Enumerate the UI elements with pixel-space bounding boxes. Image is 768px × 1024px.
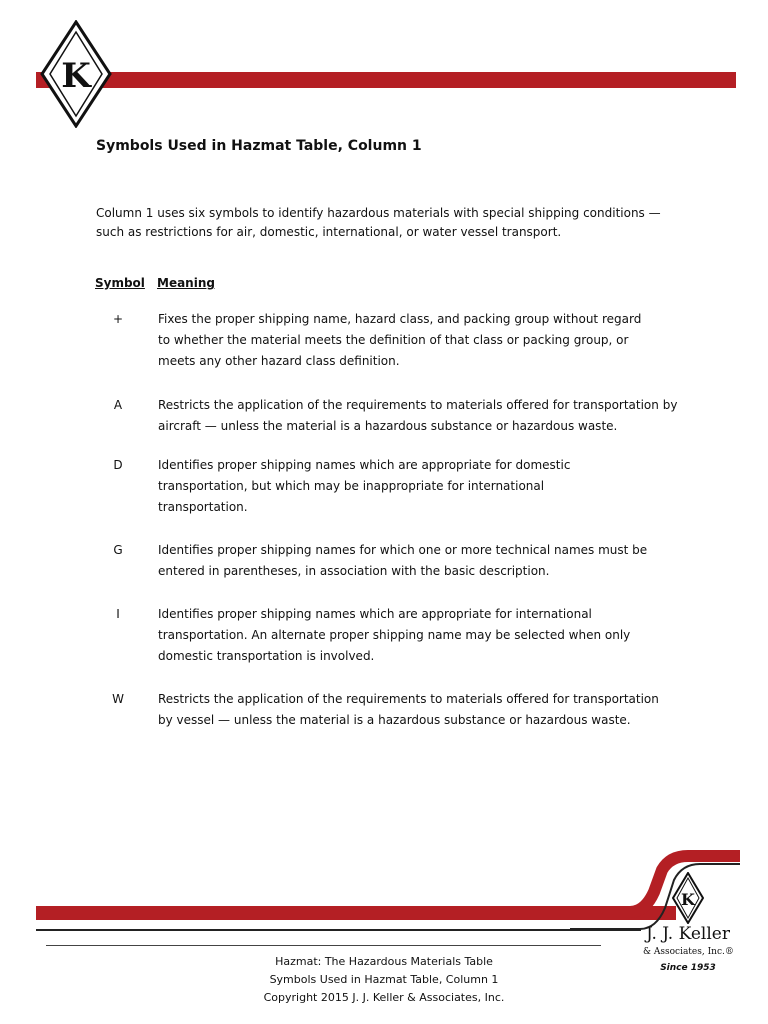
page-title: Symbols Used in Hazmat Table, Column 1 — [96, 138, 422, 154]
meaning-line: to whether the material meets the definition of that class or packing group, or — [158, 333, 629, 347]
meaning-line: Identifies proper shipping names for which one or more technical names must be — [158, 543, 648, 557]
meaning-line: meets any other hazard class definition. — [158, 354, 400, 368]
column-header-symbol: Symbol — [95, 276, 145, 290]
symbol-a: A — [113, 398, 123, 412]
meaning-line: domestic transportation is involved. — [158, 649, 375, 663]
column-header-meaning: Meaning — [157, 276, 215, 290]
brand-since: Since 1953 — [660, 963, 716, 973]
intro-paragraph — [96, 204, 696, 242]
logo-letter: K — [61, 56, 91, 96]
meaning-line: transportation. — [158, 500, 248, 514]
footer-line-1: Hazmat: The Hazardous Materials Table — [275, 955, 493, 968]
meaning-g — [158, 540, 703, 582]
symbol-plus: + — [112, 312, 124, 326]
symbol-g: G — [113, 543, 123, 557]
meaning-i — [158, 604, 703, 667]
intro-line: Column 1 uses six symbols to identify hazardous materials with special shipping conditions — — [96, 206, 661, 220]
footer-line-3: Copyright 2015 J. J. Keller & Associates, Inc. — [263, 991, 505, 1004]
logo-letter: K — [681, 890, 695, 909]
meaning-line: entered in parentheses, in association with the basic description. — [158, 564, 550, 578]
meaning-line: Restricts the application of the requirements to materials offered for transportation — [158, 692, 659, 706]
symbol-i: I — [116, 607, 120, 621]
footer-divider — [36, 929, 641, 931]
symbol-w: W — [112, 692, 124, 706]
brand-name: J. J. Keller — [646, 924, 730, 944]
meaning-line: Restricts the application of the requirements to materials offered for transportation by — [158, 398, 678, 412]
symbol-d: D — [113, 458, 123, 472]
brand-subtitle: & Associates, Inc.® — [643, 947, 734, 957]
header-red-bar — [36, 72, 736, 88]
meaning-w — [158, 689, 703, 731]
intro-line: such as restrictions for air, domestic, international, or water vessel transport. — [96, 225, 562, 239]
k-diamond-logo-small-icon — [672, 872, 704, 924]
meaning-line: Identifies proper shipping names which are appropriate for international — [158, 607, 592, 621]
meaning-line: transportation, but which may be inappropriate for international — [158, 479, 545, 493]
footer-divider-thin — [46, 945, 601, 946]
footer-line-2: Symbols Used in Hazmat Table, Column 1 — [269, 973, 499, 986]
k-diamond-logo-icon — [40, 20, 112, 128]
meaning-line: by vessel — unless the material is a hazardous substance or hazardous waste. — [158, 713, 631, 727]
meaning-a — [158, 395, 703, 437]
meaning-line: Identifies proper shipping names which are appropriate for domestic — [158, 458, 571, 472]
meaning-line: aircraft — unless the material is a hazardous substance or hazardous waste. — [158, 419, 618, 433]
meaning-plus — [158, 309, 703, 372]
meaning-line: transportation. An alternate proper shipping name may be selected when only — [158, 628, 631, 642]
meaning-d — [158, 455, 703, 518]
meaning-line: Fixes the proper shipping name, hazard class, and packing group without regard — [158, 312, 642, 326]
